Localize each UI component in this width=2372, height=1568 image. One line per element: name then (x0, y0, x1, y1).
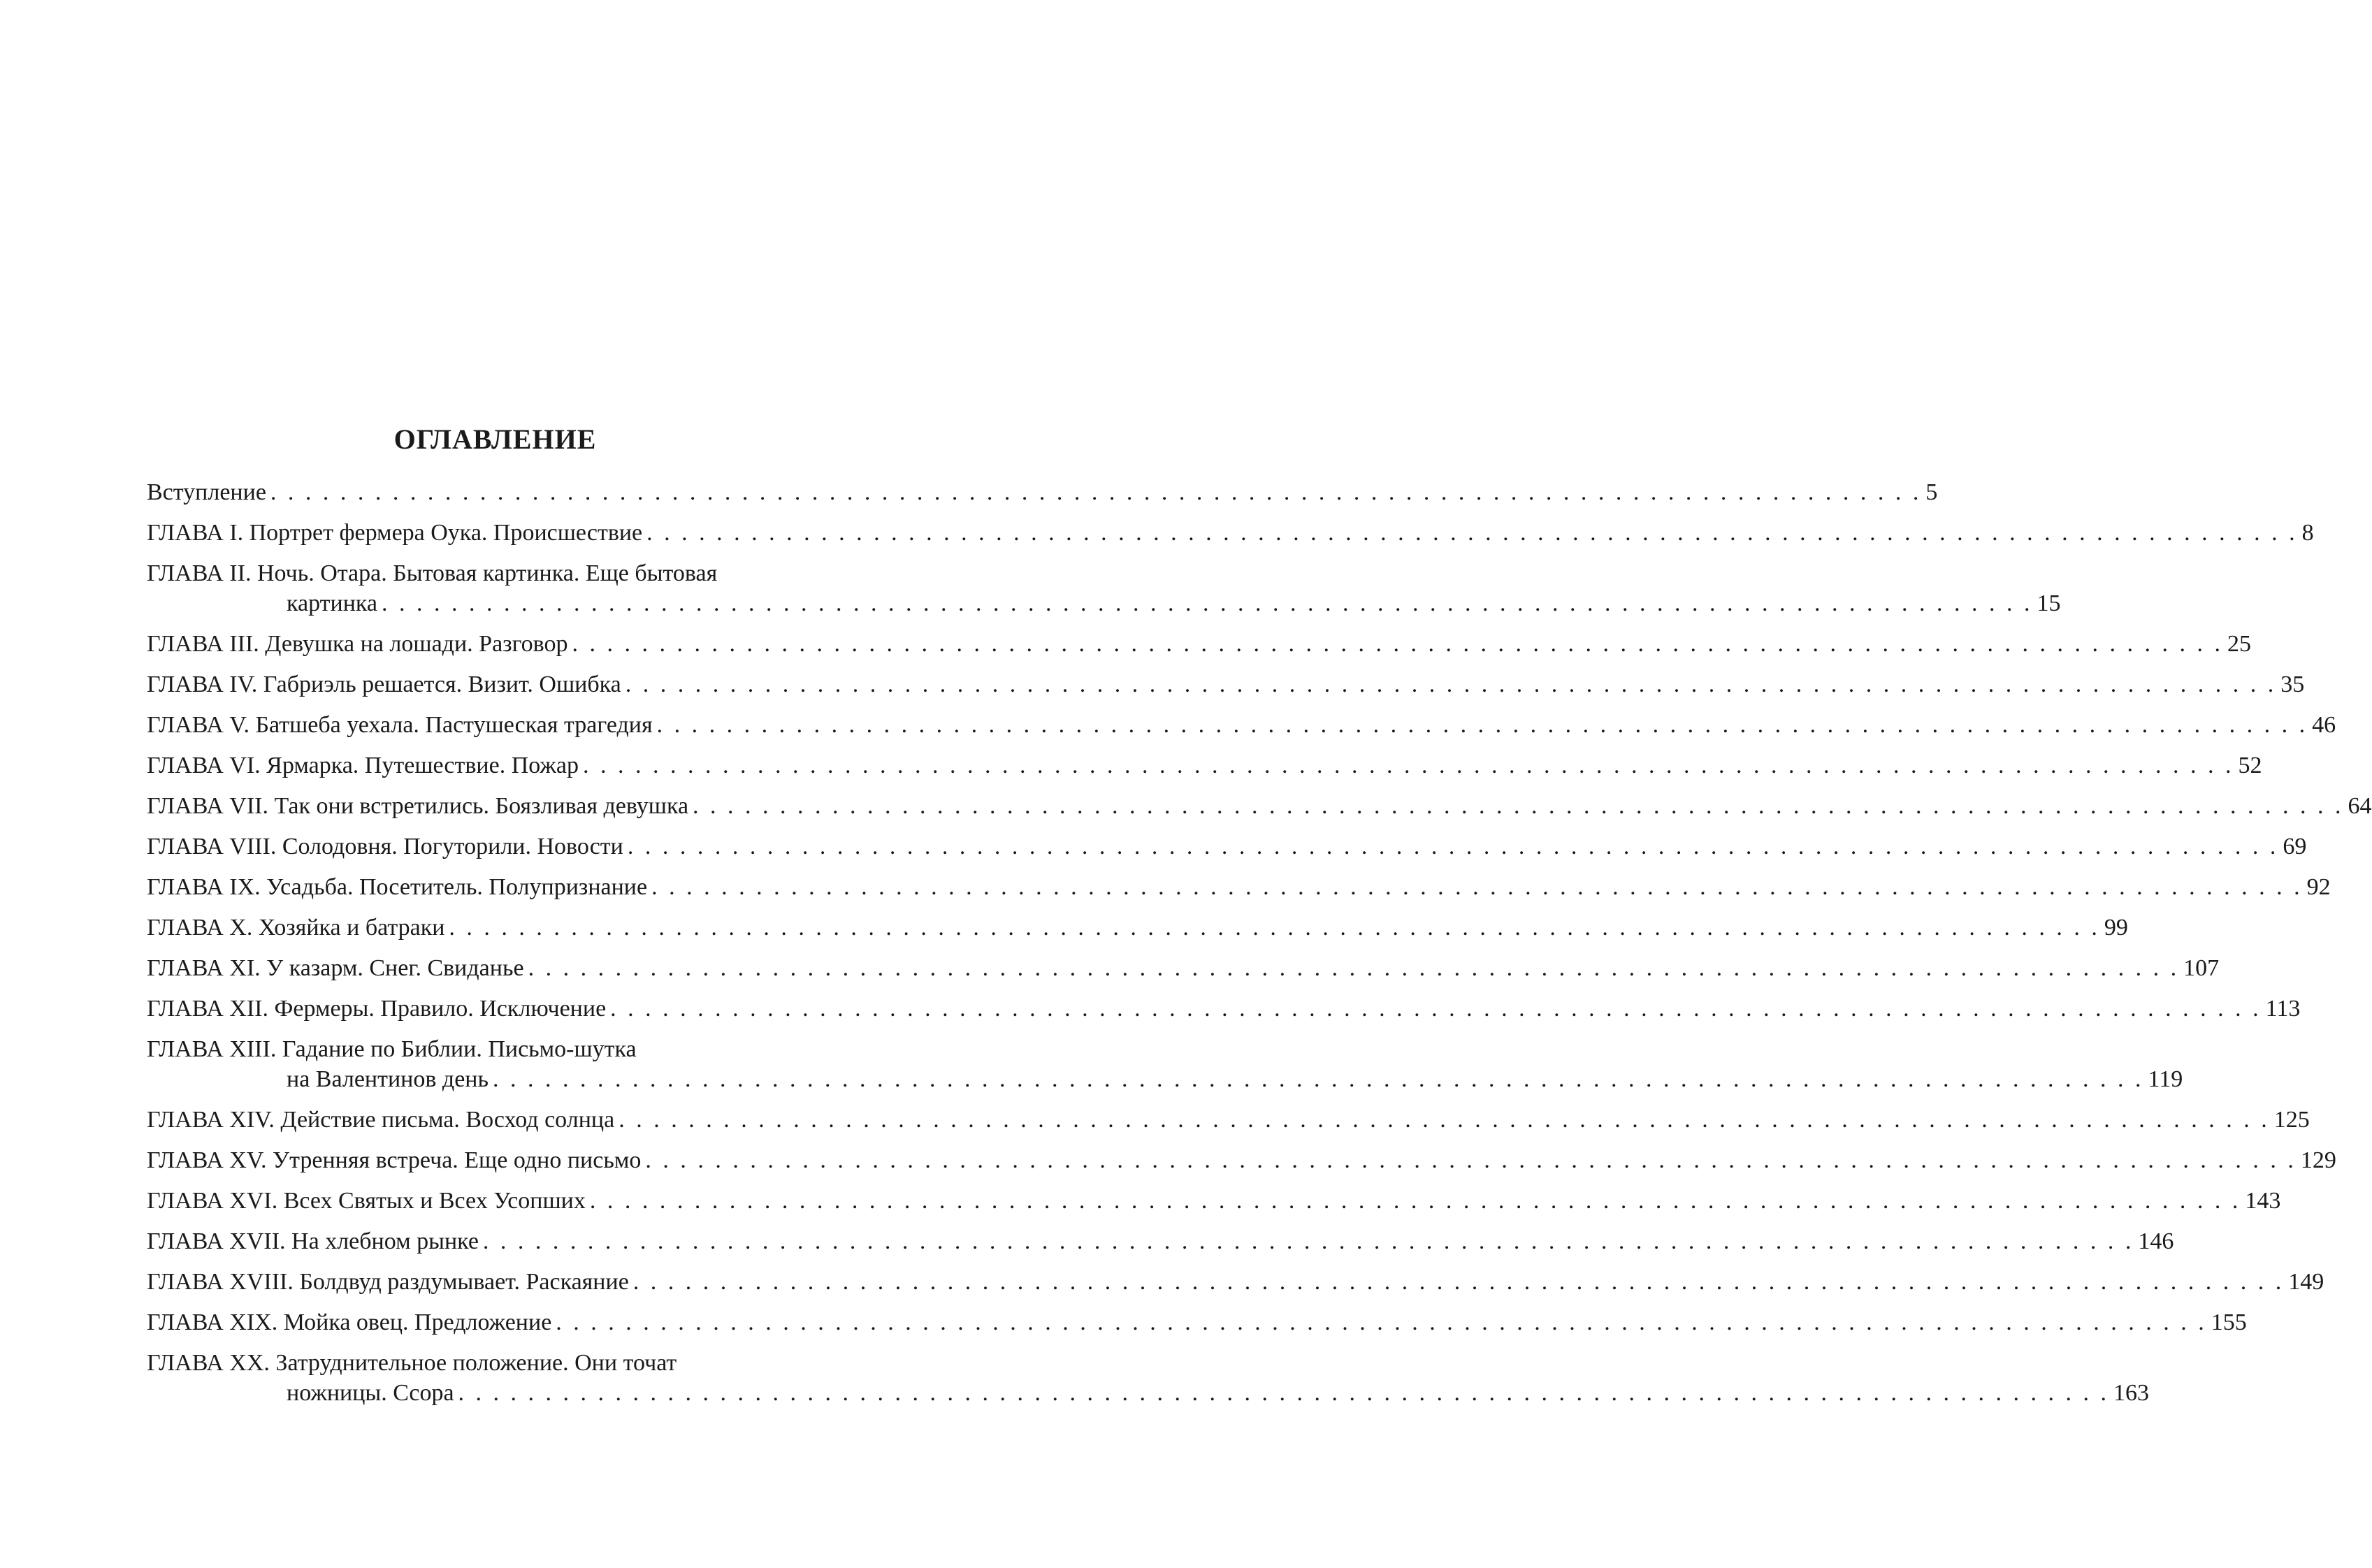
toc-entry-line (147, 1226, 2174, 1256)
toc-entry (147, 1307, 2247, 1337)
toc-page-number: 129 (2300, 1147, 2336, 1173)
toc-entry (147, 1034, 2183, 1094)
toc-entry-line (147, 669, 2305, 699)
toc-entry (147, 994, 2301, 1024)
dot-leader: . . . . . . . . . . . . . . . . . . . . . . . . . . . . . . . . . . . . . . . . . . . . . . . . . . . . . . . . . . . . . . . . . . . . . . . . . . . . . . . . . . . . . . . . . . . . . . . (619, 1107, 2270, 1133)
dot-leader: . . . . . . . . . . . . . . . . . . . . . . . . . . . . . . . . . . . . . . . . . . . . . . . . . . . . . . . . . . . . . . . . . . . . . . . . . . . . . . . . . . . . . . . . . . . . . . . (610, 996, 2262, 1022)
toc-entry-title-line: ГЛАВА XIII. Гадание по Библии. Письмо-шутка (147, 1036, 637, 1062)
toc-entry-title: Вступление (147, 479, 266, 505)
toc-entry-title-line: ГЛАВА II. Ночь. Отара. Бытовая картинка. Еще бытовая (147, 560, 718, 586)
toc-page-number: 125 (2273, 1107, 2310, 1133)
toc-entry (147, 477, 1938, 507)
toc-page-number: 46 (2312, 712, 2336, 738)
toc-entry-line (147, 953, 2220, 983)
toc-entry-title: ГЛАВА XI. У казарм. Снег. Свиданье (147, 955, 524, 981)
toc-entry-line (147, 1064, 2183, 1094)
dot-leader: . . . . . . . . . . . . . . . . . . . . . . . . . . . . . . . . . . . . . . . . . . . . . . . . . . . . . . . . . . . . . . . . . . . . . . . . . . . . . . . . . . . . . . . . . . . . . . . (458, 1380, 2110, 1406)
toc-entry (147, 791, 2372, 821)
toc-entry-line (147, 1267, 2324, 1297)
toc-entry-title: ГЛАВА XVII. На хлебном рынке (147, 1228, 479, 1254)
toc-entry-line (147, 913, 2128, 943)
dot-leader: . . . . . . . . . . . . . . . . . . . . . . . . . . . . . . . . . . . . . . . . . . . . . . . . . . . . . . . . . . . . . . . . . . . . . . . . . . . . . . . . . . . . . . . . . . . . . . . (627, 834, 2279, 859)
toc-entry-line (147, 1145, 2336, 1175)
toc-page-number: 64 (2348, 793, 2372, 819)
toc-entry-title: ГЛАВА VII. Так они встретились. Боязливая девушка (147, 793, 689, 819)
toc-entry-title: ГЛАВА XIV. Действие письма. Восход солнца (147, 1107, 615, 1133)
toc-page-number: 107 (2183, 955, 2220, 981)
toc-entry-line (147, 1186, 2281, 1216)
toc-entry (147, 669, 2305, 699)
dot-leader: . . . . . . . . . . . . . . . . . . . . . . . . . . . . . . . . . . . . . . . . . . . . . . . . . . . . . . . . . . . . . . . . . . . . . . . . . . . . . . . . . . . . . . . . . . . . . . . (528, 955, 2180, 981)
toc-entry (147, 832, 2307, 862)
toc-page-number: 143 (2245, 1188, 2281, 1214)
toc-entry (147, 1267, 2324, 1297)
dot-leader: . . . . . . . . . . . . . . . . . . . . . . . . . . . . . . . . . . . . . . . . . . . . . . . . . . . . . . . . . . . . . . . . . . . . . . . . . . . . . . . . . . . . . . . . . . . . . . . (693, 793, 2344, 819)
toc-page-number: 149 (2288, 1269, 2324, 1295)
toc-entry (147, 629, 2252, 659)
page-title: ОГЛАВЛЕНИЕ (393, 423, 597, 455)
toc-page-number: 8 (2301, 520, 2314, 546)
toc-entry-title-line: ГЛАВА XX. Затруднительное положение. Они точат (147, 1350, 677, 1376)
toc-entry (147, 953, 2220, 983)
dot-leader: . . . . . . . . . . . . . . . . . . . . . . . . . . . . . . . . . . . . . . . . . . . . . . . . . . . . . . . . . . . . . . . . . . . . . . . . . . . . . . . . . . . . . . . . . . . . . . . (632, 1269, 2285, 1295)
toc-entry-line (147, 1105, 2310, 1135)
toc-entry-line (147, 518, 2314, 548)
toc-entry-line (147, 750, 2262, 781)
dot-leader: . . . . . . . . . . . . . . . . . . . . . . . . . . . . . . . . . . . . . . . . . . . . . . . . . . . . . . . . . . . . . . . . . . . . . . . . . . . . . . . . . . . . . . . . . . . . . . . (589, 1188, 2241, 1214)
toc-page-number: 5 (1925, 479, 1938, 505)
toc-entry (147, 1226, 2174, 1256)
toc-page-number: 113 (2265, 996, 2301, 1022)
toc-entry (147, 872, 2331, 902)
dot-leader: . . . . . . . . . . . . . . . . . . . . . . . . . . . . . . . . . . . . . . . . . . . . . . . . . . . . . . . . . . . . . . . . . . . . . . . . . . . . . . . . . . . . . . . . . . . . . . . (646, 520, 2298, 546)
toc-page-number: 155 (2211, 1309, 2247, 1335)
toc-entry-title: ГЛАВА XVIII. Болдвуд раздумывает. Раскаяние (147, 1269, 629, 1295)
toc-entry-title: ГЛАВА VIII. Солодовня. Погуторили. Новости (147, 834, 623, 859)
dot-leader: . . . . . . . . . . . . . . . . . . . . . . . . . . . . . . . . . . . . . . . . . . . . . . . . . . . . . . . . . . . . . . . . . . . . . . . . . . . . . . . . . . . . . . . . . . . . . . . (656, 712, 2308, 738)
toc-page-number: 15 (2037, 590, 2061, 616)
dot-leader: . . . . . . . . . . . . . . . . . . . . . . . . . . . . . . . . . . . . . . . . . . . . . . . . . . . . . . . . . . . . . . . . . . . . . . . . . . . . . . . . . . . . . . . . . . . . . . . (583, 753, 2234, 778)
toc-entry (147, 1105, 2310, 1135)
toc-entry-title: ГЛАВА III. Девушка на лошади. Разговор (147, 631, 568, 657)
dot-leader: . . . . . . . . . . . . . . . . . . . . . . . . . . . . . . . . . . . . . . . . . . . . . . . . . . . . . . . . . . . . . . . . . . . . . . . . . . . . . . . . . . . . . . . . . . . . . . . (493, 1066, 2144, 1092)
toc-entry-line (147, 994, 2301, 1024)
toc-entry-title: ГЛАВА XIX. Мойка овец. Предложение (147, 1309, 552, 1335)
dot-leader: . . . . . . . . . . . . . . . . . . . . . . . . . . . . . . . . . . . . . . . . . . . . . . . . . . . . . . . . . . . . . . . . . . . . . . . . . . . . . . . . . . . . . . . . . . . . . . . (382, 590, 2033, 616)
toc-entry-line (147, 872, 2331, 902)
toc-entry-title: ГЛАВА IV. Габриэль решается. Визит. Ошибка (147, 672, 621, 697)
toc-entry-title: ГЛАВА V. Батшеба уехала. Пастушеская трагедия (147, 712, 653, 738)
toc-entry-title: ГЛАВА XII. Фермеры. Правило. Исключение (147, 996, 607, 1022)
toc-entry (147, 750, 2262, 781)
dot-leader: . . . . . . . . . . . . . . . . . . . . . . . . . . . . . . . . . . . . . . . . . . . . . . . . . . . . . . . . . . . . . . . . . . . . . . . . . . . . . . . . . . . . . . . . . . . . . . . (625, 672, 2277, 697)
toc-entry (147, 1145, 2336, 1175)
toc-entry (147, 1348, 2150, 1408)
dot-leader: . . . . . . . . . . . . . . . . . . . . . . . . . . . . . . . . . . . . . . . . . . . . . . . . . . . . . . . . . . . . . . . . . . . . . . . . . . . . . . . . . . . . . . . . . . . . . . . (270, 479, 1922, 505)
toc-entry-line (147, 832, 2307, 862)
table-of-contents (147, 477, 2372, 1408)
toc-page-number: 92 (2306, 874, 2331, 900)
toc-entry-line (147, 477, 1938, 507)
toc-entry (147, 1186, 2281, 1216)
dot-leader: . . . . . . . . . . . . . . . . . . . . . . . . . . . . . . . . . . . . . . . . . . . . . . . . . . . . . . . . . . . . . . . . . . . . . . . . . . . . . . . . . . . . . . . . . . . . . . . (651, 874, 2303, 900)
toc-entry-title: ГЛАВА XV. Утренняя встреча. Еще одно письмо (147, 1147, 642, 1173)
toc-page-number: 146 (2138, 1228, 2174, 1254)
toc-entry-line (147, 629, 2252, 659)
toc-entry (147, 913, 2128, 943)
dot-leader: . . . . . . . . . . . . . . . . . . . . . . . . . . . . . . . . . . . . . . . . . . . . . . . . . . . . . . . . . . . . . . . . . . . . . . . . . . . . . . . . . . . . . . . . . . . . . . . (482, 1228, 2134, 1254)
toc-entry-line (147, 1307, 2247, 1337)
toc-entry-title: картинка (287, 590, 377, 616)
toc-entry-title: ГЛАВА X. Хозяйка и батраки (147, 915, 445, 941)
toc-entry-title: ножницы. Ссора (287, 1380, 454, 1406)
toc-entry-line (147, 588, 2061, 618)
toc-entry-line (147, 1378, 2150, 1408)
dot-leader: . . . . . . . . . . . . . . . . . . . . . . . . . . . . . . . . . . . . . . . . . . . . . . . . . . . . . . . . . . . . . . . . . . . . . . . . . . . . . . . . . . . . . . . . . . . . . . . (572, 631, 2224, 657)
toc-page-number: 69 (2283, 834, 2307, 859)
toc-page-number: 119 (2148, 1066, 2183, 1092)
dot-leader: . . . . . . . . . . . . . . . . . . . . . . . . . . . . . . . . . . . . . . . . . . . . . . . . . . . . . . . . . . . . . . . . . . . . . . . . . . . . . . . . . . . . . . . . . . . . . . . (556, 1309, 2207, 1335)
toc-entry-line (147, 710, 2336, 740)
toc-page-number: 163 (2113, 1380, 2150, 1406)
toc-entry (147, 518, 2314, 548)
toc-page-number: 99 (2104, 915, 2128, 941)
toc-entry-title: ГЛАВА XVI. Всех Святых и Всех Усопших (147, 1188, 586, 1214)
dot-leader: . . . . . . . . . . . . . . . . . . . . . . . . . . . . . . . . . . . . . . . . . . . . . . . . . . . . . . . . . . . . . . . . . . . . . . . . . . . . . . . . . . . . . . . . . . . . . . . (645, 1147, 2297, 1173)
toc-entry-line (147, 791, 2372, 821)
toc-entry (147, 558, 2061, 618)
toc-entry-title: на Валентинов день (287, 1066, 489, 1092)
toc-page-number: 25 (2227, 631, 2252, 657)
toc-entry-title: ГЛАВА VI. Ярмарка. Путешествие. Пожар (147, 753, 579, 778)
dot-leader: . . . . . . . . . . . . . . . . . . . . . . . . . . . . . . . . . . . . . . . . . . . . . . . . . . . . . . . . . . . . . . . . . . . . . . . . . . . . . . . . . . . . . . . . . . . . . . . (449, 915, 2100, 941)
toc-entry-title: ГЛАВА IX. Усадьба. Посетитель. Полупризнание (147, 874, 648, 900)
toc-entry (147, 710, 2336, 740)
toc-entry-title: ГЛАВА I. Портрет фермера Оука. Происшествие (147, 520, 643, 546)
toc-page-number: 35 (2280, 672, 2305, 697)
toc-page-number: 52 (2238, 753, 2262, 778)
